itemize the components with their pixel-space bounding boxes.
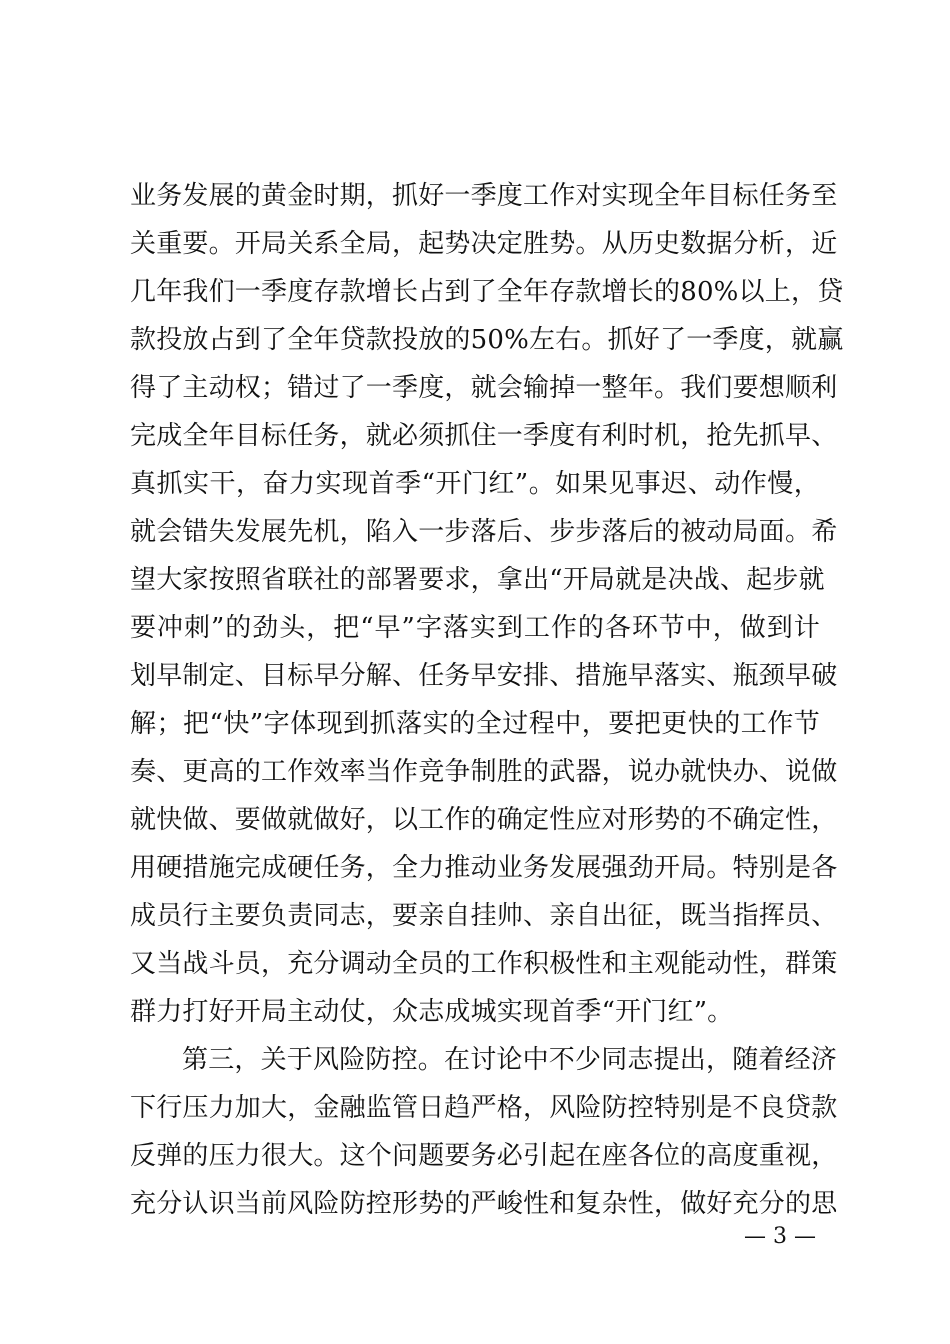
paragraph-line: 下行压力加大，金融监管日趋严格，风险防控特别是不良贷款 bbox=[130, 1093, 838, 1123]
paragraph-line: 反弹的压力很大。这个问题要务必引起在座各位的高度重视， bbox=[130, 1141, 838, 1171]
paragraph-line: 几年我们一季度存款增长占到了全年存款增长的80%以上，贷 bbox=[130, 277, 844, 307]
paragraph-line: 又当战斗员，充分调动全员的工作积极性和主观能动性，群策 bbox=[130, 949, 838, 979]
paragraph-line: 得了主动权；错过了一季度，就会输掉一整年。我们要想顺利 bbox=[130, 373, 838, 403]
paragraph-line: 关重要。开局关系全局，起势决定胜势。从历史数据分析，近 bbox=[130, 229, 838, 259]
paragraph-line: 要冲刺”的劲头，把“早”字落实到工作的各环节中，做到计 bbox=[130, 613, 820, 643]
paragraph-line: 真抓实干，奋力实现首季“开门红”。如果见事迟、动作慢， bbox=[130, 469, 820, 499]
paragraph-line: 完成全年目标任务，就必须抓住一季度有利时机，抢先抓早、 bbox=[130, 421, 838, 451]
paragraph-line: 望大家按照省联社的部署要求，拿出“开局就是决战、起步就 bbox=[130, 565, 825, 595]
paragraph-line: 用硬措施完成硬任务，全力推动业务发展强劲开局。特别是各 bbox=[130, 853, 838, 883]
paragraph-line: 业务发展的黄金时期，抓好一季度工作对实现全年目标任务至 bbox=[130, 181, 838, 211]
paragraph-line: 充分认识当前风险防控形势的严峻性和复杂性，做好充分的思 bbox=[130, 1189, 838, 1219]
paragraph-line: 款投放占到了全年贷款投放的50%左右。抓好了一季度，就赢 bbox=[130, 325, 844, 355]
paragraph-line: 第三，关于风险防控。在讨论中不少同志提出，随着经济 bbox=[182, 1045, 838, 1075]
paragraph-line: 就会错失发展先机，陷入一步落后、步步落后的被动局面。希 bbox=[130, 517, 838, 547]
paragraph-line: 划早制定、目标早分解、任务早安排、措施早落实、瓶颈早破 bbox=[130, 661, 838, 691]
paragraph-line: 群力打好开局主动仗，众志成城实现首季“开门红”。 bbox=[130, 997, 734, 1027]
page-number: — 3 — bbox=[744, 1224, 816, 1249]
paragraph-line: 就快做、要做就做好，以工作的确定性应对形势的不确定性， bbox=[130, 805, 838, 835]
paragraph-line: 奏、更高的工作效率当作竞争制胜的武器，说办就快办、说做 bbox=[130, 757, 838, 787]
paragraph-line: 解；把“快”字体现到抓落实的全过程中，要把更快的工作节 bbox=[130, 709, 820, 739]
paragraph-line: 成员行主要负责同志，要亲自挂帅、亲自出征，既当指挥员、 bbox=[130, 901, 838, 931]
